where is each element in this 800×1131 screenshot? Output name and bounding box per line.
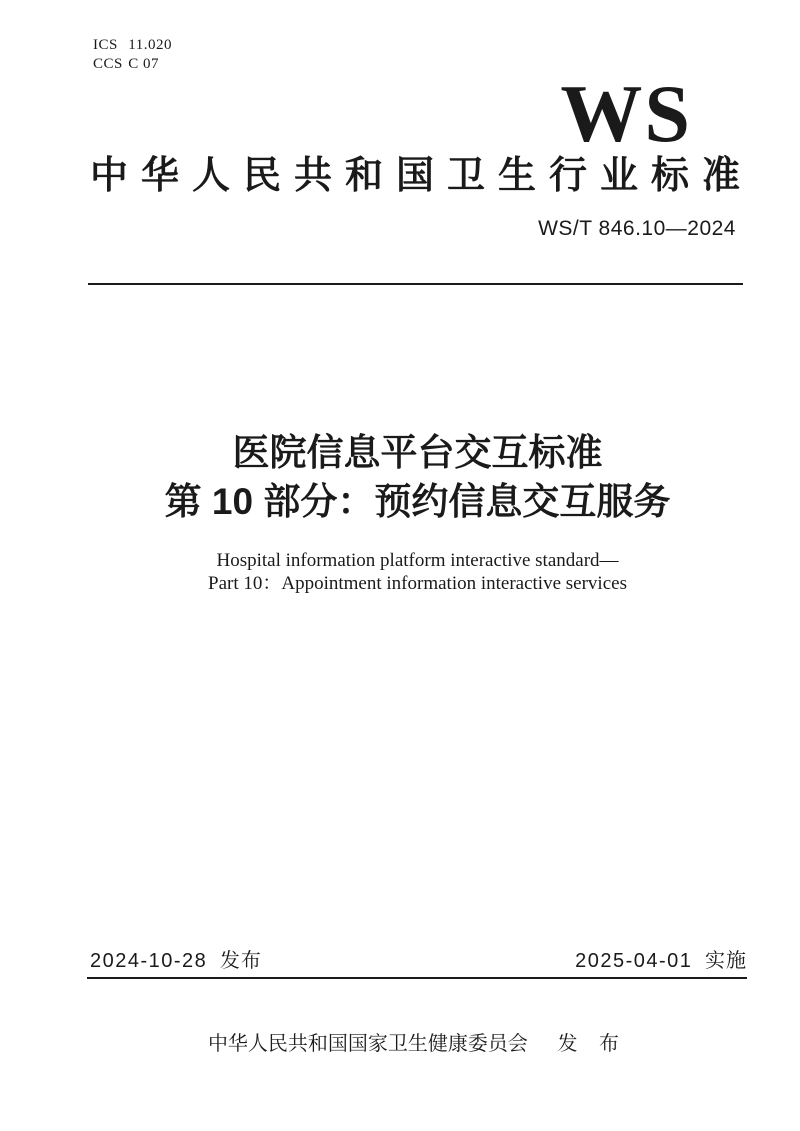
standard-name-header: 中华人民共和国卫生行业标准 xyxy=(90,155,740,197)
publisher-name: 中华人民共和国国家卫生健康委员会 xyxy=(207,1033,528,1055)
title-en-line2: Part 10：Appointment information interactive services xyxy=(208,573,627,594)
implement-date-value: 2025-04-01 xyxy=(575,950,693,972)
issue-date xyxy=(90,950,262,972)
title-cn-line2: 第 10 部分：预约信息交互服务 xyxy=(164,481,671,522)
standard-number: WS/T 846.10—2024 xyxy=(538,217,736,240)
classification-block xyxy=(93,36,172,74)
implement-date-label: 实施 xyxy=(705,950,747,972)
issue-date-value: 2024-10-28 xyxy=(90,950,208,972)
dates-row xyxy=(90,950,747,972)
header-rule xyxy=(88,283,743,285)
ccs-row xyxy=(93,55,172,74)
ccs-value: C 07 xyxy=(128,56,160,72)
ics-value: 11.020 xyxy=(128,37,172,53)
implement-date xyxy=(575,950,747,972)
publisher-row xyxy=(90,1032,745,1056)
footer-rule xyxy=(87,977,747,979)
issue-date-label: 发布 xyxy=(219,950,262,972)
ics-row xyxy=(93,36,172,55)
title-english xyxy=(90,549,745,595)
ics-label: ICS xyxy=(93,37,118,53)
ws-logo: WS xyxy=(560,68,692,159)
title-en-line1: Hospital information platform interactive standard— xyxy=(216,550,619,571)
title-cn-line1: 医院信息平台交互标准 xyxy=(232,432,603,473)
title-chinese xyxy=(90,428,745,526)
publish-label: 发 布 xyxy=(557,1033,628,1055)
ccs-label: CCS xyxy=(93,56,123,72)
